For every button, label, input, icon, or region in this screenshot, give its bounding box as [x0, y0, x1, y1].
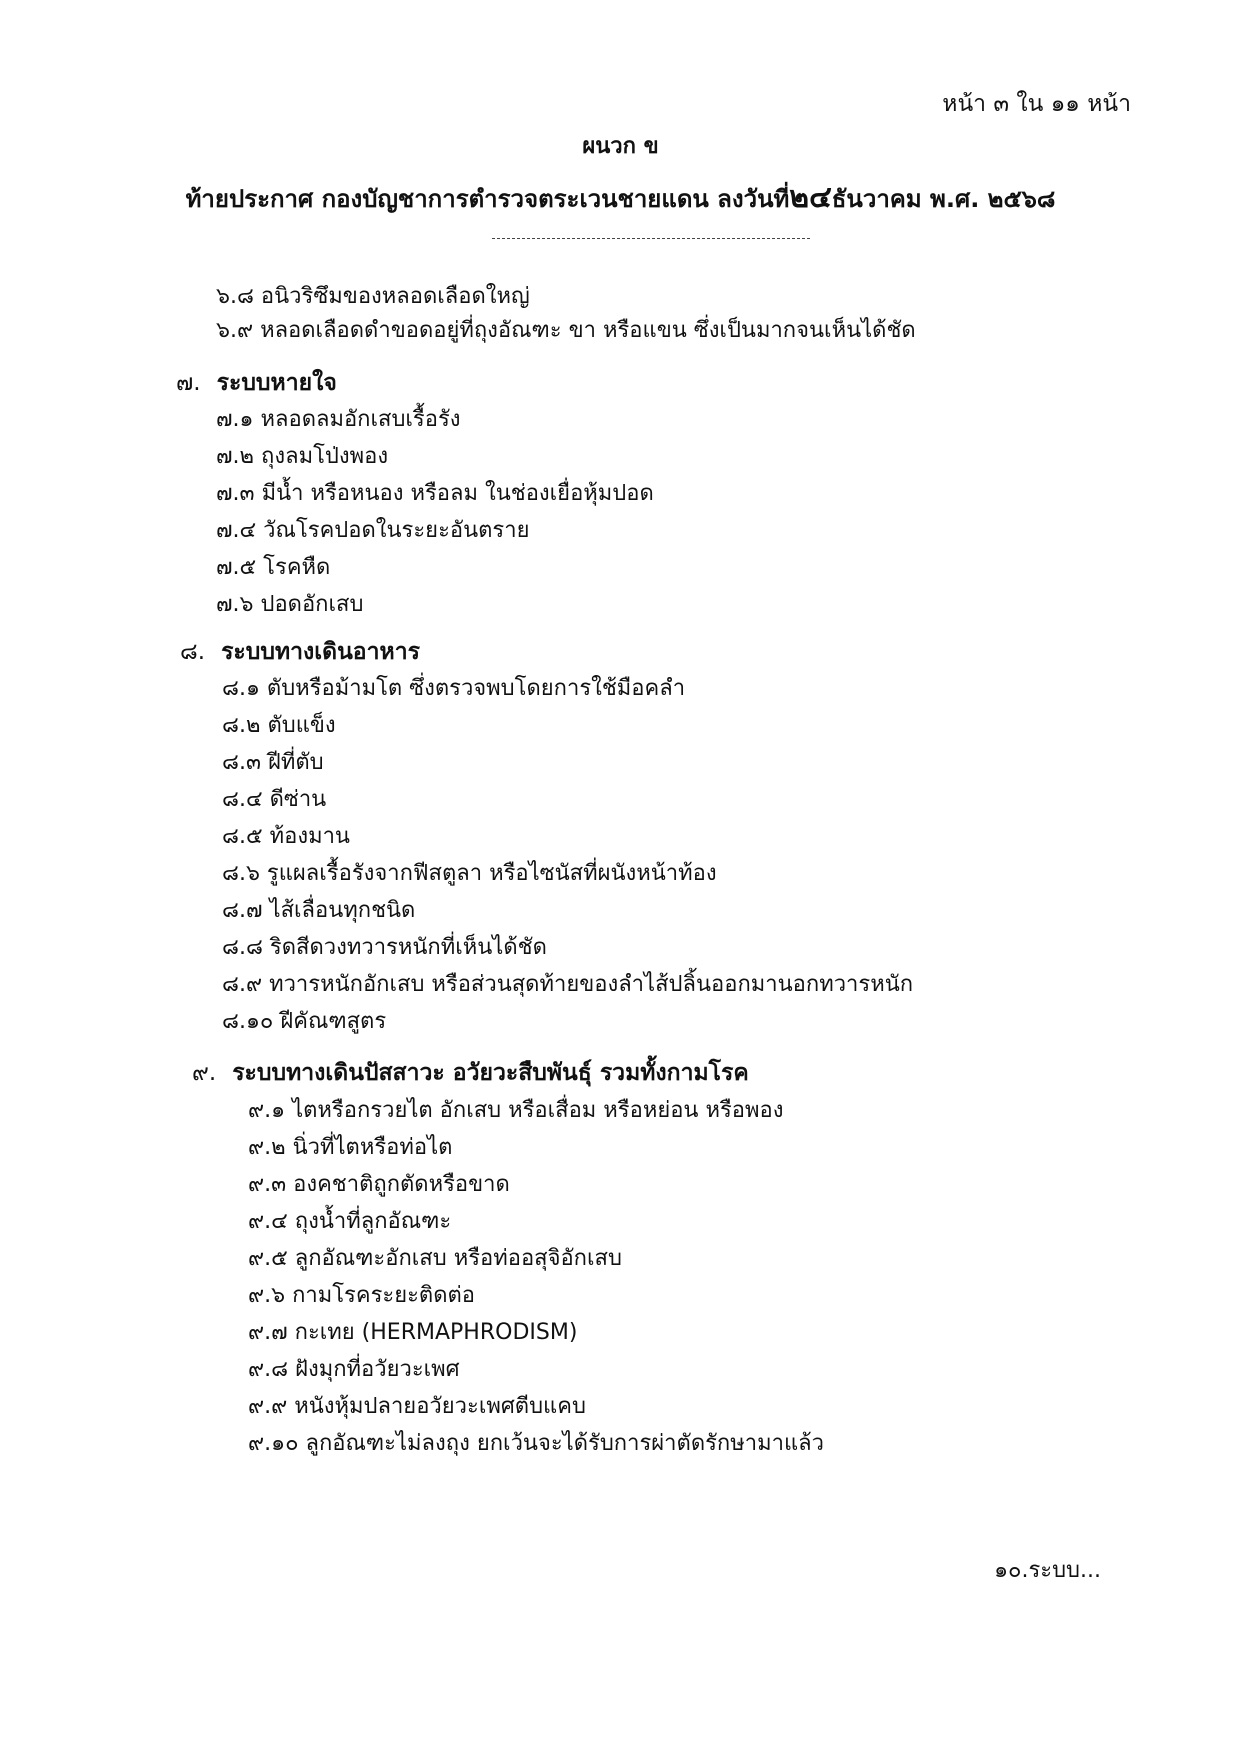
header-divider: [492, 238, 810, 239]
section-number: ๘.: [180, 639, 206, 665]
list-item: ๘.๗ ไส้เลื่อนทุกชนิด: [222, 898, 416, 923]
list-item: ๗.๕ โรคหืด: [216, 555, 331, 580]
section-title: ระบบทางเดินอาหาร: [221, 639, 420, 665]
list-item: ๗.๔ วัณโรคปอดในระยะอันตราย: [216, 518, 530, 543]
list-item: ๙.๓ องคชาติถูกตัดหรือขาด: [248, 1172, 510, 1197]
list-item: ๘.๒ ตับแข็ง: [222, 713, 336, 738]
list-item: ๙.๙ หนังหุ้มปลายอวัยวะเพศตีบแคบ: [248, 1394, 586, 1419]
list-item: ๙.๒ นิ่วที่ไตหรือท่อไต: [248, 1135, 453, 1160]
list-item: ๗.๒ ถุงลมโป่งพอง: [216, 444, 389, 469]
section-heading-7: [176, 368, 337, 398]
section-heading-9: [192, 1058, 749, 1088]
annex-label: ผนวก ข: [582, 134, 659, 159]
list-item: ๘.๙ ทวารหนักอักเสบ หรือส่วนสุดท้ายของลำไส้ปลิ้นออกมานอกทวารหนัก: [222, 972, 914, 997]
announcement-title: [0, 174, 1241, 221]
title-suffix: ธันวาคม พ.ศ. ๒๕๖๘: [831, 185, 1056, 213]
section-title: ระบบทางเดินปัสสาวะ อวัยวะสืบพันธุ์ รวมทั้งกามโรค: [232, 1060, 749, 1086]
section-heading-8: [180, 637, 420, 667]
list-item: ๗.๖ ปอดอักเสบ: [216, 592, 364, 617]
list-item: ๗.๓ มีน้ำ หรือหนอง หรือลม ในช่องเยื่อหุ้มปอด: [216, 481, 654, 506]
list-item: ๖.๘ อนิวริซึมของหลอดเลือดใหญ่: [216, 284, 530, 309]
list-item: ๙.๗ กะเทย (HERMAPHRODISM): [248, 1320, 578, 1345]
list-item: ๗.๑ หลอดลมอักเสบเรื้อรัง: [216, 407, 461, 432]
list-item: ๙.๕ ลูกอัณฑะอักเสบ หรือท่ออสุจิอักเสบ: [248, 1246, 622, 1271]
section-number: ๗.: [176, 370, 201, 396]
title-day: ๒๔: [789, 180, 832, 215]
section-number: ๙.: [192, 1060, 217, 1086]
list-item: ๙.๔ ถุงน้ำที่ลูกอัณฑะ: [248, 1209, 452, 1234]
list-item: ๘.๘ ริดสีดวงทวารหนักที่เห็นได้ชัด: [222, 935, 547, 960]
list-item: ๘.๕ ท้องมาน: [222, 824, 350, 849]
list-item: ๙.๑๐ ลูกอัณฑะไม่ลงถุง ยกเว้นจะได้รับการผ่าตัดรักษามาแล้ว: [248, 1431, 824, 1456]
continuation-text: ๑๐.ระบบ...: [994, 1558, 1101, 1583]
list-item: ๙.๘ ฝังมุกที่อวัยวะเพศ: [248, 1357, 460, 1382]
list-item: ๙.๑ ไตหรือกรวยไต อักเสบ หรือเสื่อม หรือหย่อน หรือพอง: [248, 1098, 784, 1123]
list-item: ๖.๙ หลอดเลือดดำขอดอยู่ที่ถุงอัณฑะ ขา หรือแขน ซึ่งเป็นมากจนเห็นได้ชัด: [216, 318, 916, 343]
list-item: ๘.๓ ฝีที่ตับ: [222, 750, 324, 775]
page-number: หน้า ๓ ใน ๑๑ หน้า: [942, 91, 1131, 117]
list-item: ๘.๖ รูแผลเรื้อรังจากฟีสตูลา หรือไซนัสที่ผนังหน้าท้อง: [222, 861, 717, 886]
list-item: ๘.๑๐ ฝีคัณฑสูตร: [222, 1009, 387, 1034]
title-prefix: ท้ายประกาศ กองบัญชาการตำรวจตระเวนชายแดน ลงวันที่: [185, 185, 790, 213]
list-item: ๙.๖ กามโรคระยะติดต่อ: [248, 1283, 476, 1308]
list-item: ๘.๔ ดีซ่าน: [222, 787, 327, 812]
list-item: ๘.๑ ตับหรือม้ามโต ซึ่งตรวจพบโดยการใช้มือคลำ: [222, 676, 686, 701]
section-title: ระบบหายใจ: [216, 370, 337, 396]
